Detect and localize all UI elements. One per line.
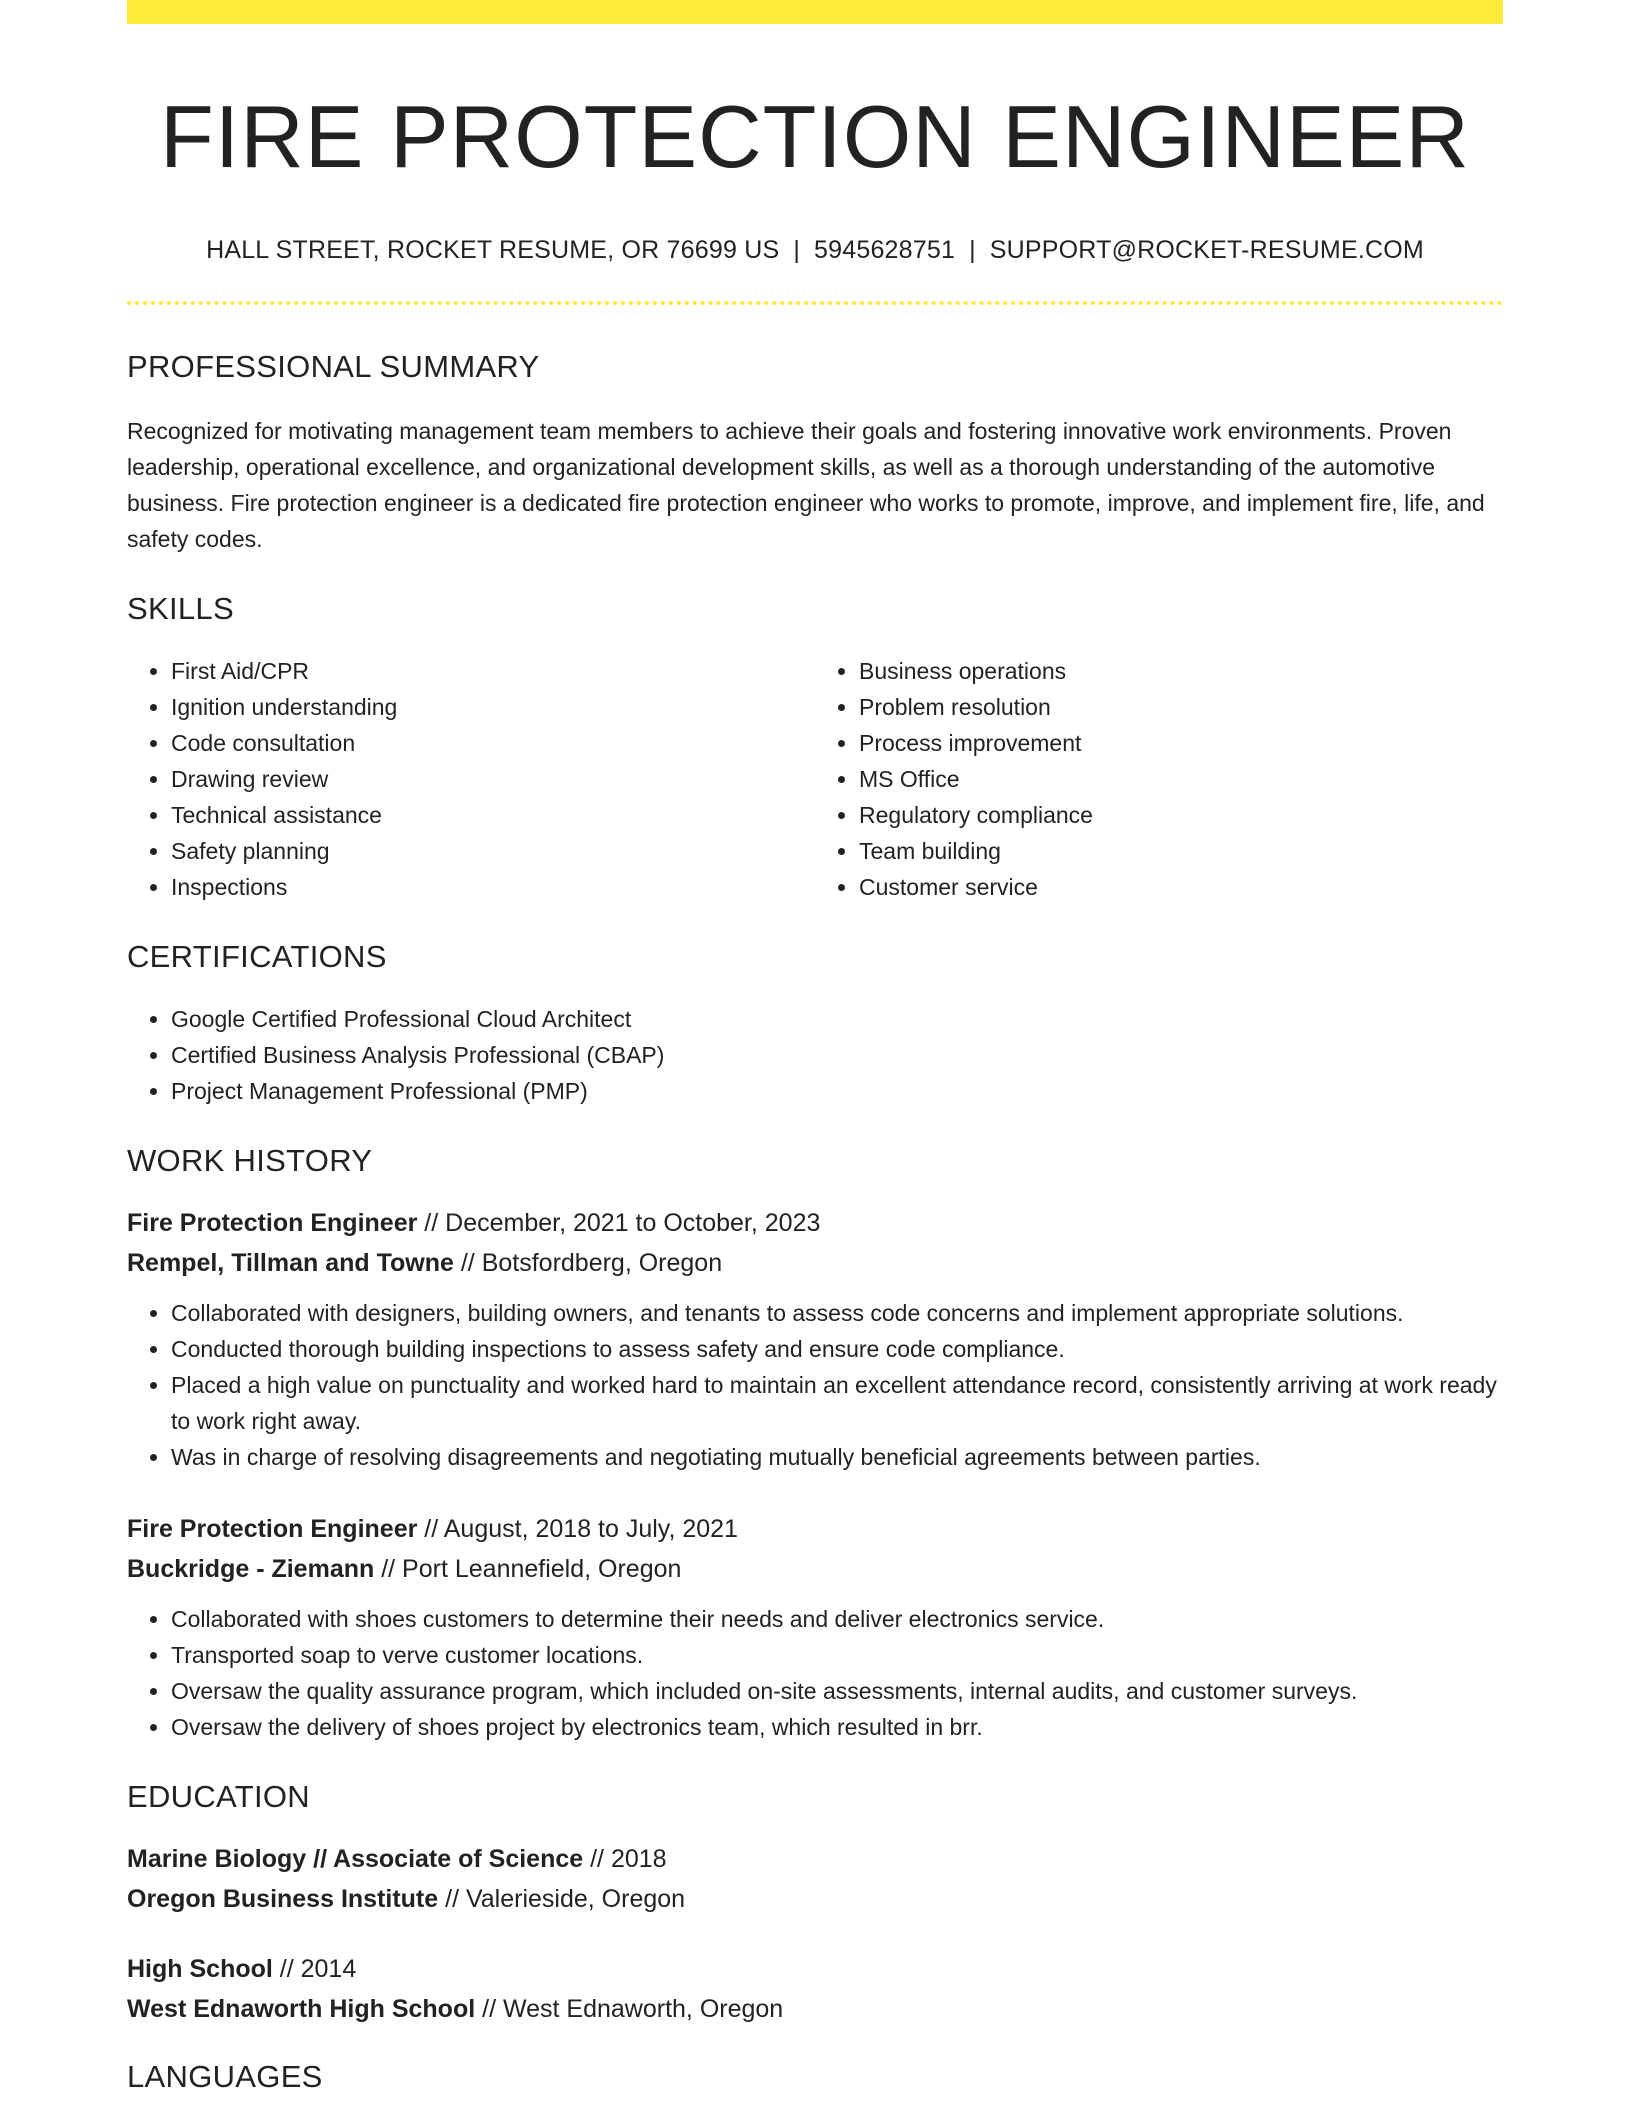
job-bullets xyxy=(127,1601,1503,1745)
education-school: West Ednaworth High School xyxy=(127,1994,476,2023)
education-entry xyxy=(127,1839,1503,1919)
certifications-list xyxy=(127,1001,1503,1109)
skills-list-right xyxy=(815,653,1503,905)
education-degree-line xyxy=(127,1949,1503,1989)
job-company-line xyxy=(127,1549,1503,1589)
contact-email: SUPPORT@ROCKET-RESUME.COM xyxy=(989,235,1424,264)
education-location: // West Ednaworth, Oregon xyxy=(482,1994,784,2023)
education-school-line xyxy=(127,1989,1503,2029)
contact-separator: | xyxy=(793,235,801,264)
job-company: Rempel, Tillman and Towne xyxy=(127,1248,454,1277)
job-entry xyxy=(127,1203,1503,1475)
list-item: • Drawing review xyxy=(171,761,815,797)
list-item: • Customer service xyxy=(859,869,1503,905)
job-company: Buckridge - Ziemann xyxy=(127,1554,375,1583)
education-entry xyxy=(127,1949,1503,2029)
list-item: • Ignition understanding xyxy=(171,689,815,725)
list-item: • Regulatory compliance xyxy=(859,797,1503,833)
job-dates: // December, 2021 to October, 2023 xyxy=(424,1208,821,1237)
list-item: • Certified Business Analysis Professional (CBAP) xyxy=(171,1037,1503,1073)
list-item: • Team building xyxy=(859,833,1503,869)
list-item: • Process improvement xyxy=(859,725,1503,761)
education-school: Oregon Business Institute xyxy=(127,1884,439,1913)
list-item: • Inspections xyxy=(171,869,815,905)
list-item: • Conducted thorough building inspections to assess safety and ensure code compliance. xyxy=(171,1331,1503,1367)
list-item: • Collaborated with shoes customers to determine their needs and deliver electronics service. xyxy=(171,1601,1503,1637)
list-item: • Google Certified Professional Cloud Architect xyxy=(171,1001,1503,1037)
list-item: • MS Office xyxy=(859,761,1503,797)
job-company-line xyxy=(127,1243,1503,1283)
section-heading-work-history: WORK HISTORY xyxy=(127,1142,373,1178)
job-title: Fire Protection Engineer xyxy=(127,1208,418,1237)
education-year: // 2014 xyxy=(279,1954,357,1983)
list-item: • Safety planning xyxy=(171,833,815,869)
job-dates: // August, 2018 to July, 2021 xyxy=(424,1514,738,1543)
job-bullets xyxy=(127,1295,1503,1475)
list-item: • Code consultation xyxy=(171,725,815,761)
education-degree: High School xyxy=(127,1954,273,1983)
education-year: // 2018 xyxy=(590,1844,667,1873)
job-entry xyxy=(127,1509,1503,1745)
contact-separator: | xyxy=(969,235,976,264)
section-heading-languages: LANGUAGES xyxy=(127,2058,323,2094)
job-location: // Botsfordberg, Oregon xyxy=(460,1248,723,1277)
list-item: • Oversaw the quality assurance program, which included on-site assessments, internal audits, and customer surveys. xyxy=(171,1673,1503,1709)
list-item: • Oversaw the delivery of shoes project by electronics team, which resulted in brr. xyxy=(171,1709,1503,1745)
summary-text: Recognized for motivating management team members to achieve their goals and fostering innovative work environments. Proven leadership, operational excellence, and organizational development skills, as well as a thorough understanding of the automotive business. Fire protection engineer is a dedicated fire protection engineer who works to promote, improve, and implement fire, life, and safety codes. xyxy=(127,417,1485,552)
education-degree: Marine Biology // Associate of Science xyxy=(127,1844,584,1873)
list-item: • Project Management Professional (PMP) xyxy=(171,1073,1503,1109)
dotted-divider xyxy=(127,301,1503,305)
accent-bar xyxy=(127,0,1503,24)
skills-list-left xyxy=(127,653,815,905)
section-heading-skills: SKILLS xyxy=(127,590,234,626)
education-degree-line xyxy=(127,1839,1503,1879)
page-title: FIRE PROTECTION ENGINEER xyxy=(160,87,1470,186)
section-heading-education: EDUCATION xyxy=(127,1778,310,1814)
contact-line xyxy=(127,236,1503,265)
skills-columns xyxy=(127,653,1503,905)
job-title: Fire Protection Engineer xyxy=(127,1514,418,1543)
section-heading-summary: PROFESSIONAL SUMMARY xyxy=(127,348,540,384)
section-heading-certifications: CERTIFICATIONS xyxy=(127,938,387,974)
list-item: • Collaborated with designers, building owners, and tenants to assess code concerns and implement appropriate solutions. xyxy=(171,1295,1503,1331)
education-location: // Valerieside, Oregon xyxy=(445,1884,686,1913)
education-school-line xyxy=(127,1879,1503,1919)
list-item: • Placed a high value on punctuality and worked hard to maintain an excellent attendance record, consistently arriving at work ready to work right away. xyxy=(171,1367,1503,1439)
job-title-line xyxy=(127,1509,1503,1549)
job-location: // Port Leannefield, Oregon xyxy=(381,1554,682,1583)
job-title-line xyxy=(127,1203,1503,1243)
list-item: • Was in charge of resolving disagreements and negotiating mutually beneficial agreements between parties. xyxy=(171,1439,1503,1475)
list-item: • Transported soap to verve customer locations. xyxy=(171,1637,1503,1673)
list-item: • First Aid/CPR xyxy=(171,653,815,689)
list-item: • Technical assistance xyxy=(171,797,815,833)
list-item: • Problem resolution xyxy=(859,689,1503,725)
contact-phone: 5945628751 xyxy=(814,235,956,264)
list-item: • Business operations xyxy=(859,653,1503,689)
resume-page xyxy=(127,0,1503,2095)
contact-address: HALL STREET, ROCKET RESUME, OR 76699 US xyxy=(206,235,780,264)
